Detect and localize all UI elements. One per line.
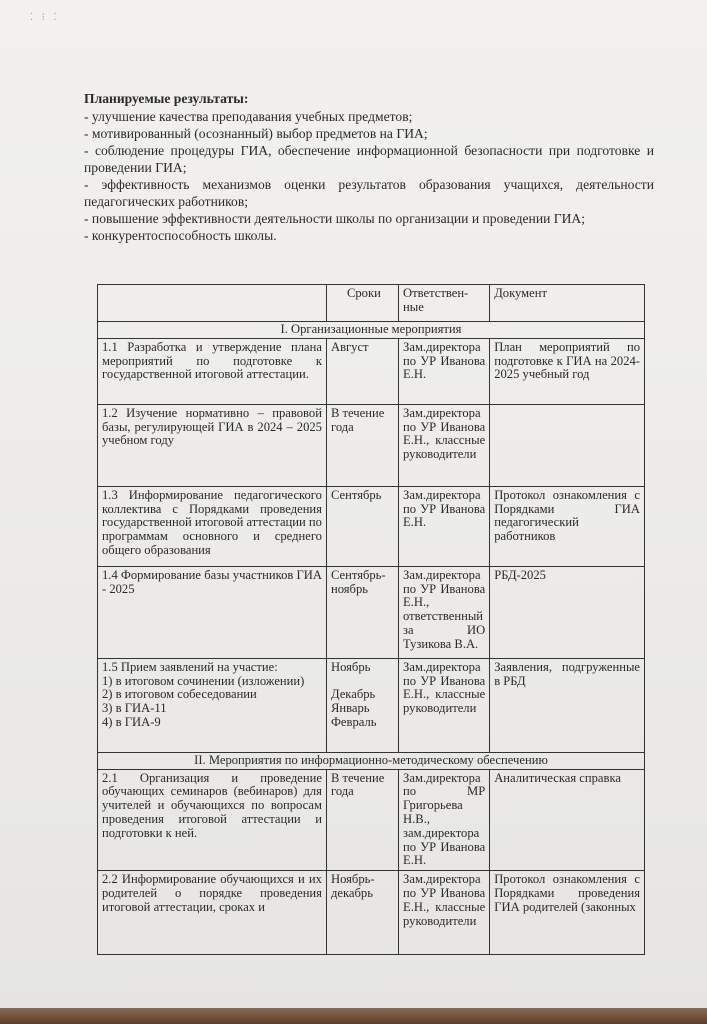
cell-responsible: Зам.директора по УР Иванова Е.Н. [399,486,490,566]
cell-dates: В течение года [326,404,398,486]
gia-plan-table [97,284,645,955]
cell-document: Протокол ознакомления с Порядками проведения ГИА родителей (законных [490,871,645,955]
table-row [98,658,645,752]
section-row [98,322,645,339]
cell-document: РБД-2025 [490,566,645,658]
table-header-row [98,285,645,322]
results-title: Планируемые результаты: [84,91,249,106]
cell-dates: Август [326,338,398,404]
cell-dates: Сентябрь-ноябрь [326,566,398,658]
table-row [98,871,645,955]
header-dates: Сроки [326,285,398,322]
cell-responsible: Зам.директора по УР Иванова Е.Н., классные руководители [399,404,490,486]
table-row [98,566,645,658]
header-document: Документ [490,285,645,322]
table-row [98,404,645,486]
cell-activity: 2.1 Организация и проведение обучающих семинаров (вебинаров) для учителей и обучающихся по вопросам проведения итоговой аттестации и подготовки к ней. [98,769,327,871]
cell-document: Аналитическая справка [490,769,645,871]
section-row [98,752,645,769]
cell-dates: Ноябрь Декабрь Январь Февраль [326,658,398,752]
cell-responsible: Зам.директора по МР Григорьева Н.В., зам.директора по УР Иванова Е.Н. [399,769,490,871]
cell-document: План мероприятий по подготовке к ГИА на 2024-2025 учебный год [490,338,645,404]
results-item: - улучшение качества преподавания учебных предметов; [84,109,413,124]
cell-responsible: Зам.директора по УР Иванова Е.Н., ответственный за ИО Тузикова В.А. [399,566,490,658]
cell-document: Заявления, подгруженные в РБД [490,658,645,752]
table-row [98,769,645,871]
cell-dates: Ноябрь-декабрь [326,871,398,955]
cell-responsible: Зам.директора по УР Иванова Е.Н., классные руководители [399,658,490,752]
results-item: - мотивированный (осознанный) выбор предметов на ГИА; [84,126,428,141]
desk-surface [0,1008,707,1024]
section-title: II. Мероприятия по информационно-методическому обеспечению [98,752,645,769]
table-row [98,486,645,566]
cell-responsible: Зам.директора по УР Иванова Е.Н. [399,338,490,404]
cell-dates: Сентябрь [326,486,398,566]
table-row [98,338,645,404]
results-item: - соблюдение процедуры ГИА, обеспечение информационной безопасности при подготовке и проведении ГИА; [84,143,654,175]
cell-activity: 2.2 Информирование обучающихся и их родителей о порядке проведения итоговой аттестации, сроках и [98,871,327,955]
cell-responsible: Зам.директора по УР Иванова Е.Н., классные руководители [399,871,490,955]
cell-activity: 1.2 Изучение нормативно – правовой базы, регулирующей ГИА в 2024 – 2025 учебном году [98,404,327,486]
cell-document [490,404,645,486]
cell-activity: 1.4 Формирование базы участников ГИА - 2025 [98,566,327,658]
cell-activity: 1.1 Разработка и утверждение плана мероприятий по подготовке к государственной итоговой аттестации. [98,338,327,404]
cell-activity: 1.5 Прием заявлений на участие: 1) в итоговом сочинении (изложении) 2) в итоговом собеседовании 3) в ГИА-11 4) в ГИА-9 [98,658,327,752]
cell-document: Протокол ознакомления с Порядками ГИА педагогический работников [490,486,645,566]
results-item: - эффективность механизмов оценки результатов образования учащихся, деятельности педагогических работников; [84,177,654,209]
header-activity [98,285,327,322]
planned-results [84,90,654,244]
results-item: - повышение эффективности деятельности школы по организации и проведении ГИА; [84,211,586,226]
section-title: I. Организационные мероприятия [98,322,645,339]
scan-marks: ⁚ ⁝ ⁚ [30,12,60,23]
header-responsible: Ответствен-ные [399,285,490,322]
results-item: - конкурентоспособность школы. [84,228,277,243]
cell-activity: 1.3 Информирование педагогического коллектива с Порядками проведения государственной итоговой аттестации по программам основного и среднего общего образования [98,486,327,566]
cell-dates: В течение года [326,769,398,871]
